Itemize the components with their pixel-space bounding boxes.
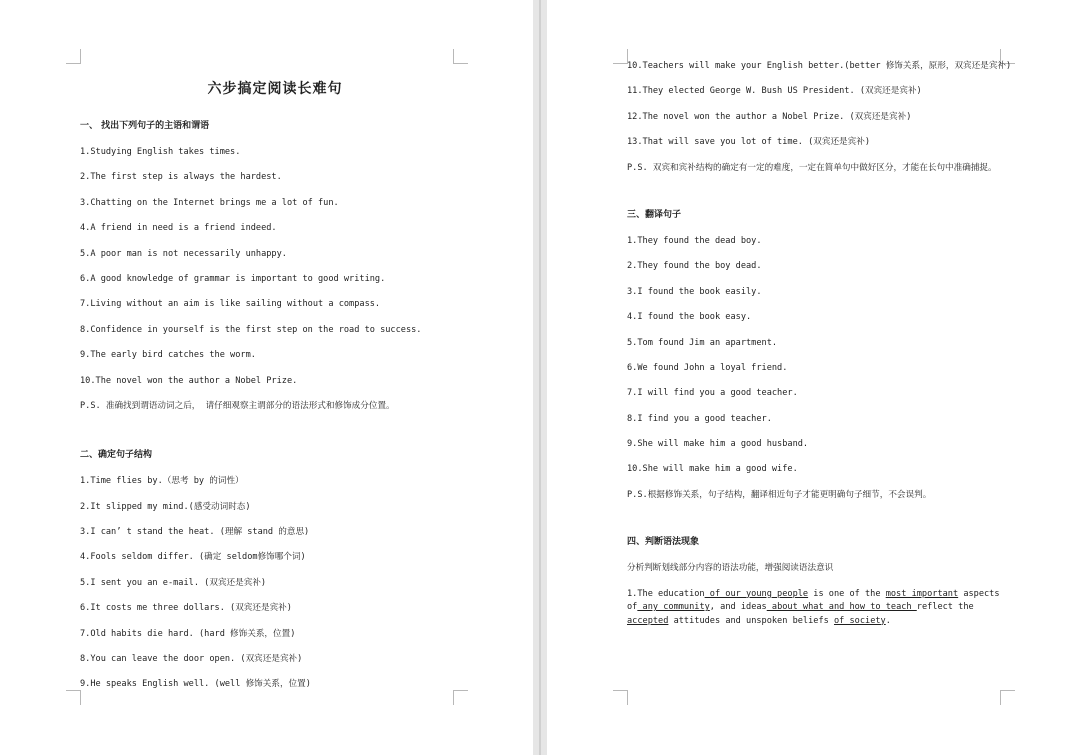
section-heading-3: 三、翻译句子 bbox=[627, 209, 682, 220]
list-item: 7.I will find you a good teacher. bbox=[627, 388, 798, 399]
page-corner-mark bbox=[1000, 690, 1015, 705]
document-title: 六步搞定阅读长难句 bbox=[207, 81, 343, 97]
underlined-phrase: of our young people bbox=[704, 588, 809, 599]
list-item: 4.I found the book easy. bbox=[627, 312, 752, 323]
section-heading-1: 一、 找出下列句子的主语和谓语 bbox=[80, 121, 210, 131]
list-item: 9.She will make him a good husband. bbox=[627, 439, 809, 450]
underlined-phrase: about what and how to teach bbox=[766, 602, 917, 613]
page-corner-mark bbox=[66, 690, 81, 705]
list-item: 11.They elected George W. Bush US President. (双宾还是宾补) bbox=[627, 86, 922, 97]
ps-note: P.S.根据修饰关系，句子结构，翻译相近句子才能更明确句子细节，不会误判。 bbox=[627, 489, 932, 500]
page-divider bbox=[539, 0, 541, 755]
list-item: 10.Teachers will make your English better.(better 修饰关系，原形，双宾还是宾补) bbox=[627, 61, 1012, 71]
list-item: 4.A friend in need is a friend indeed. bbox=[80, 223, 277, 234]
list-item: 13.That will save you lot of time. (双宾还是宾补) bbox=[627, 137, 870, 148]
list-item: 2.It slipped my mind.(感受动词时态) bbox=[80, 501, 251, 512]
list-item: 8.You can leave the door open. (双宾还是宾补) bbox=[80, 654, 303, 665]
analysis-paragraph: 1.The education of our young people is one of the most important aspects of any community, and ideas about what and how to teach reflect the accepted attitudes and unspoken beliefs of society. bbox=[627, 588, 1000, 626]
list-item: 5.Tom found Jim an apartment. bbox=[627, 337, 778, 348]
page-corner-mark bbox=[453, 49, 468, 64]
page-content[interactable] bbox=[627, 60, 1017, 628]
list-item: 8.I find you a good teacher. bbox=[627, 413, 772, 424]
section-intro: 分析判断划线部分内容的语法功能，增强阅读语法意识 bbox=[627, 563, 834, 574]
list-item: 2.The first step is always the hardest. bbox=[80, 172, 282, 183]
list-item: 6.A good knowledge of grammar is important to good writing. bbox=[80, 273, 386, 284]
underlined-phrase: most important bbox=[885, 588, 959, 599]
list-item: 7.Living without an aim is like sailing without a compass. bbox=[80, 299, 381, 310]
list-item: 1.They found the dead boy. bbox=[627, 235, 762, 246]
list-item: 5.I sent you an e-mail. (双宾还是宾补) bbox=[80, 577, 267, 588]
list-item: 7.Old habits die hard. (hard 修饰关系，位置) bbox=[80, 628, 296, 639]
list-item: 6.It costs me three dollars. (双宾还是宾补) bbox=[80, 603, 292, 614]
list-item: 4.Fools seldom differ. (确定 seldom修饰哪个词) bbox=[80, 552, 306, 563]
page-corner-mark bbox=[613, 49, 628, 64]
underlined-phrase: accepted bbox=[627, 615, 669, 626]
list-item: 9.The early bird catches the worm. bbox=[80, 350, 256, 361]
list-item: 1.Studying English takes times. bbox=[80, 147, 241, 157]
list-item: 5.A poor man is not necessarily unhappy. bbox=[80, 248, 287, 259]
list-item: 3.I can’ t stand the heat. (理解 stand 的意思) bbox=[80, 527, 310, 538]
underlined-phrase: of society bbox=[833, 615, 886, 626]
document-page-right bbox=[547, 0, 1080, 755]
list-item: 3.Chatting on the Internet brings me a lot of fun. bbox=[80, 197, 339, 208]
list-item: 1.Time flies by.（思考 by 的词性） bbox=[80, 476, 244, 487]
list-item: 9.He speaks English well. (well 修饰关系，位置) bbox=[80, 679, 311, 690]
list-item: 8.Confidence in yourself is the first step on the road to success. bbox=[80, 324, 422, 335]
page-corner-mark bbox=[613, 690, 628, 705]
underlined-phrase: any community bbox=[637, 602, 710, 613]
ps-note: P.S. 双宾和宾补结构的确定有一定的难度，一定在简单句中做好区分，才能在长句中准确捕捉。 bbox=[627, 162, 997, 173]
list-item: 3.I found the book easily. bbox=[627, 286, 762, 297]
ps-note: P.S. 准确找到谓语动词之后， 请仔细观察主谓部分的语法形式和修饰成分位置。 bbox=[80, 400, 395, 411]
page-content[interactable] bbox=[80, 78, 470, 704]
list-item: 6.We found John a loyal friend. bbox=[627, 362, 788, 373]
list-item: 10.The novel won the author a Nobel Prize. bbox=[80, 375, 298, 386]
page-corner-mark bbox=[66, 49, 81, 64]
section-heading-4: 四、判断语法现象 bbox=[627, 537, 700, 548]
document-page-left bbox=[0, 0, 533, 755]
list-item: 2.They found the boy dead. bbox=[627, 261, 762, 272]
section-heading-2: 二、确定句子结构 bbox=[80, 450, 153, 461]
list-item: 10.She will make him a good wife. bbox=[627, 464, 798, 475]
list-item: 12.The novel won the author a Nobel Prize. (双宾还是宾补) bbox=[627, 111, 912, 122]
